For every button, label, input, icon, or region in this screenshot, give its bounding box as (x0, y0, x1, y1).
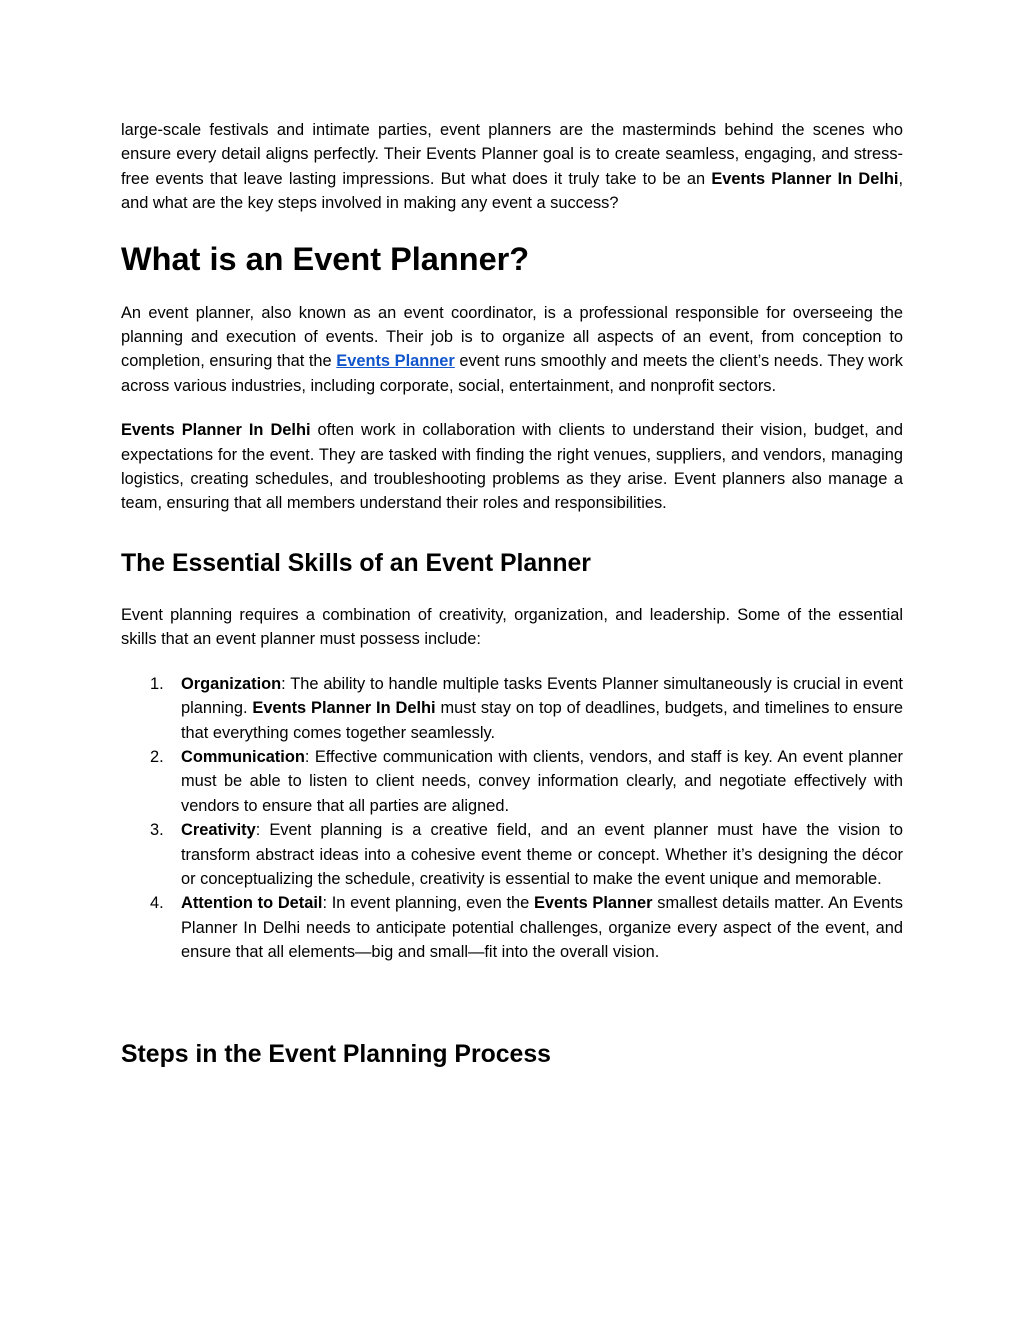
list-text: : The ability to handle multiple tasks Events Planner simultaneously is crucial in event planning. (181, 674, 903, 718)
list-bold-phrase: Events Planner In Delhi (252, 699, 436, 718)
intro-text-2: , and what are the key steps involved in making any event a success? (121, 169, 904, 213)
collaboration-text: often work in collaboration with clients to understand their vision, budget, and expectations for the event. They are tasked with finding the right venues, suppliers, and vendors, managing logistics, creating schedules, and troubleshooting problems as they arise. Event planners also manage a team, ensuring that all members understand their roles and responsibilities. (121, 421, 904, 513)
list-item-creativity (121, 818, 903, 891)
list-item-communication (121, 745, 903, 818)
definition-text-2: event runs smoothly and meets the client’s needs. They work across various industries, including corporate, social, entertainment, and nonprofit sectors. (121, 352, 903, 395)
heading-steps-in-planning: Steps in the Event Planning Process (121, 1040, 551, 1068)
list-text: : In event planning, even the (322, 894, 534, 913)
intro-bold-events-planner-in-delhi: Events Planner In Delhi (711, 169, 899, 188)
list-number: 1. (150, 674, 164, 693)
list-item-attention-to-detail (121, 891, 903, 964)
paragraph-event-planner-collaboration (121, 418, 903, 516)
list-text: : Event planning is a creative field, and an event planner must have the vision to transform abstract ideas into a cohesive event theme or concept. Whether it’s designing the décor or conceptualizing the schedule, creativity is essential to make the event unique and memorable. (181, 821, 903, 888)
list-number: 2. (150, 747, 164, 766)
document-page (121, 118, 903, 1071)
intro-paragraph (121, 118, 903, 216)
list-text: smallest details matter. An Events Planner In Delhi needs to anticipate potential challenges, organize every aspect of the event, and ensure that all elements—big and small—fit into the overall vision. (181, 894, 903, 962)
list-text: : Effective communication with clients, vendors, and staff is key. An event planner must be able to listen to client needs, convey information clearly, and negotiate effectively with vendors to ensure that all parties are aligned. (181, 747, 903, 815)
list-term: Organization (181, 674, 282, 693)
paragraph-skills-intro: Event planning requires a combination of creativity, organization, and leadership. Some of the essential skills that an event planner must possess include: (121, 605, 903, 649)
list-text: must stay on top of deadlines, budgets, and timelines to ensure that everything comes together seamlessly. (181, 699, 903, 742)
list-item-organization (121, 672, 903, 745)
skills-list (121, 672, 903, 965)
heading-what-is-event-planner: What is an Event Planner? (121, 240, 530, 277)
paragraph-event-planner-definition (121, 301, 903, 399)
events-planner-link[interactable]: Events Planner (336, 352, 455, 371)
list-term: Creativity (181, 821, 256, 840)
list-bold-phrase: Events Planner (533, 894, 653, 913)
list-term: Communication (181, 747, 305, 766)
heading-essential-skills: The Essential Skills of an Event Planner (121, 549, 591, 577)
list-number: 4. (150, 894, 164, 913)
definition-text-1: An event planner, also known as an event coordinator, is a professional responsible for overseeing the planning and execution of events. Their job is to organize all aspects of an event, from conception to completion, ensuring that the (121, 303, 903, 371)
collaboration-bold-events-planner-in-delhi: Events Planner In Delhi (121, 421, 311, 440)
intro-text-1: large-scale festivals and intimate parties, event planners are the masterminds behind the scenes who ensure every detail aligns perfectly. Their Events Planner goal is to create seamless, engaging, and stress-free events that leave lasting impressions. But what does it truly take to be an (121, 121, 903, 188)
list-number: 3. (150, 821, 164, 840)
list-term: Attention to Detail (181, 894, 323, 913)
